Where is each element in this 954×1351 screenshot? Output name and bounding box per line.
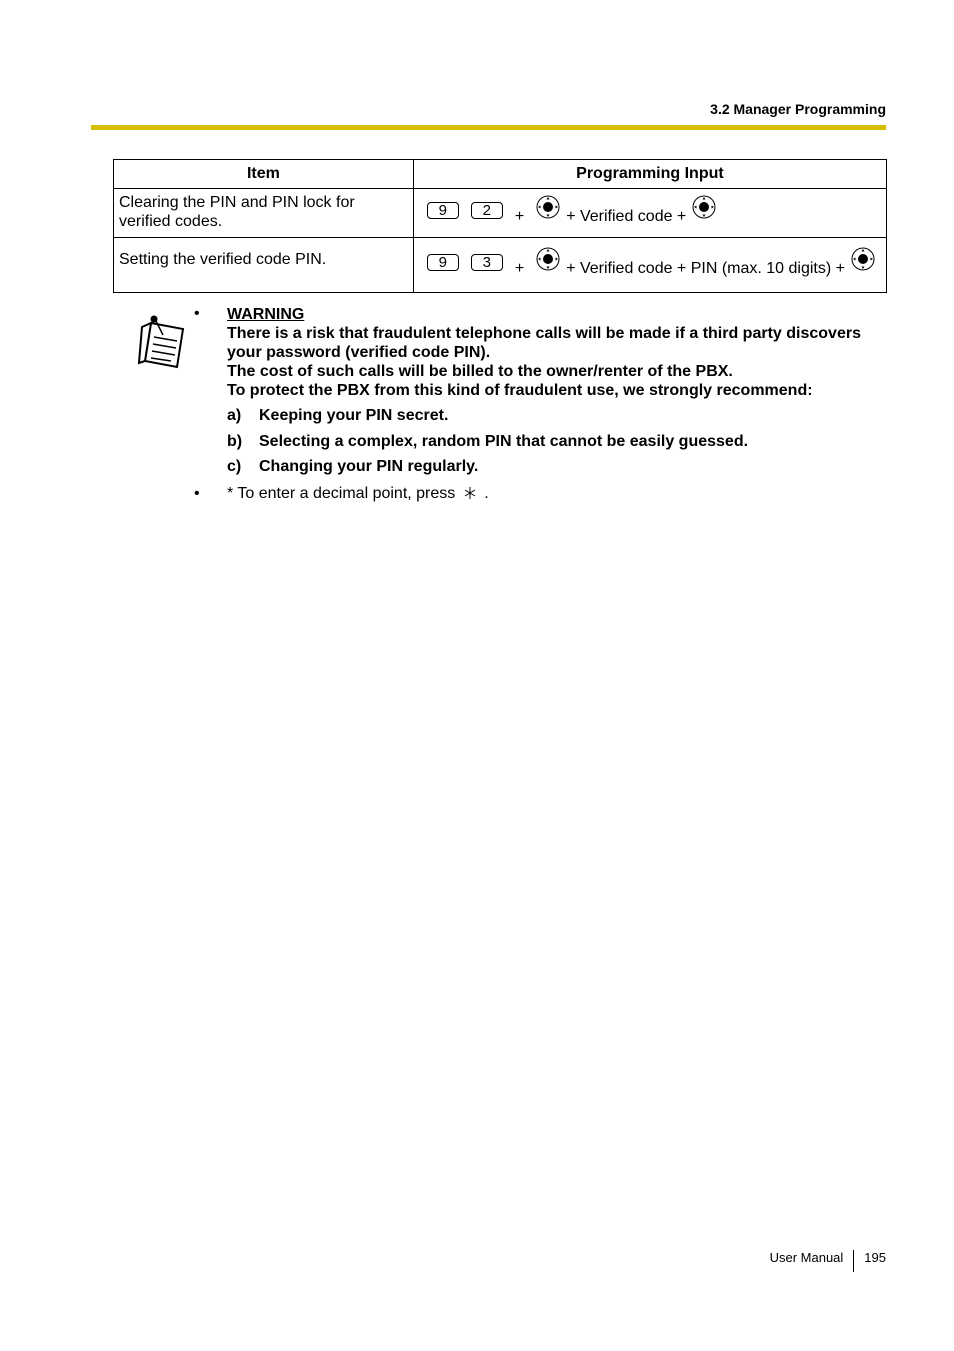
key-9: 9 <box>427 202 459 219</box>
notepad-icon <box>137 313 187 369</box>
input-text: + Verified code + PIN (max. 10 digits) + <box>566 259 845 277</box>
decimal-note-period: . <box>484 485 489 502</box>
section-title: 3.2 Manager Programming <box>710 101 886 117</box>
table-row <box>114 238 887 293</box>
navigator-key-icon <box>692 195 716 219</box>
input-text: + Verified code + <box>566 207 687 225</box>
footer-manual: User Manual <box>769 1250 844 1265</box>
key-9: 9 <box>427 254 459 271</box>
bullet: • <box>194 305 200 322</box>
warning-heading: WARNING <box>227 306 305 323</box>
page-number: 195 <box>864 1250 886 1265</box>
item-cell: Setting the verified code PIN. <box>114 238 414 293</box>
decimal-note-text: * To enter a decimal point, press <box>227 485 456 502</box>
programming-table <box>113 159 887 293</box>
list-marker: b) <box>227 432 243 450</box>
warning-block <box>227 305 887 400</box>
navigator-key-icon <box>536 195 560 219</box>
list-text: Selecting a complex, random PIN that cannot be easily guessed. <box>259 432 749 450</box>
navigator-key-icon <box>536 247 560 271</box>
key-3: 3 <box>471 254 503 271</box>
warning-line: There is a risk that fraudulent telephone calls will be made if a third party discovers your password (verified code PIN). <box>227 325 861 361</box>
item-cell: Clearing the PIN and PIN lock for verified codes. <box>114 189 414 238</box>
list-text: Keeping your PIN secret. <box>259 407 449 424</box>
decimal-note <box>227 485 489 503</box>
input-cell <box>413 238 886 293</box>
bullet: • <box>194 485 200 502</box>
list-marker: a) <box>227 407 242 424</box>
navigator-key-icon <box>851 247 875 271</box>
header-programming-input: Programming Input <box>413 160 886 189</box>
table-row <box>114 189 887 238</box>
warning-line: The cost of such calls will be billed to the owner/renter of the PBX. <box>227 363 733 380</box>
footer-divider <box>853 1250 854 1272</box>
list-text: Changing your PIN regularly. <box>259 458 479 475</box>
table-header-row <box>114 160 887 189</box>
key-2: 2 <box>471 202 503 219</box>
asterisk-key-icon <box>464 486 476 498</box>
warning-line: To protect the PBX from this kind of fraudulent use, we strongly recommend: <box>227 382 813 399</box>
footer <box>770 1250 886 1272</box>
input-cell <box>413 189 886 238</box>
plus-sign: + <box>514 207 525 225</box>
plus-sign: + <box>514 259 525 277</box>
list-marker: c) <box>227 458 242 475</box>
header-rule <box>91 125 886 130</box>
header-item: Item <box>114 160 414 189</box>
